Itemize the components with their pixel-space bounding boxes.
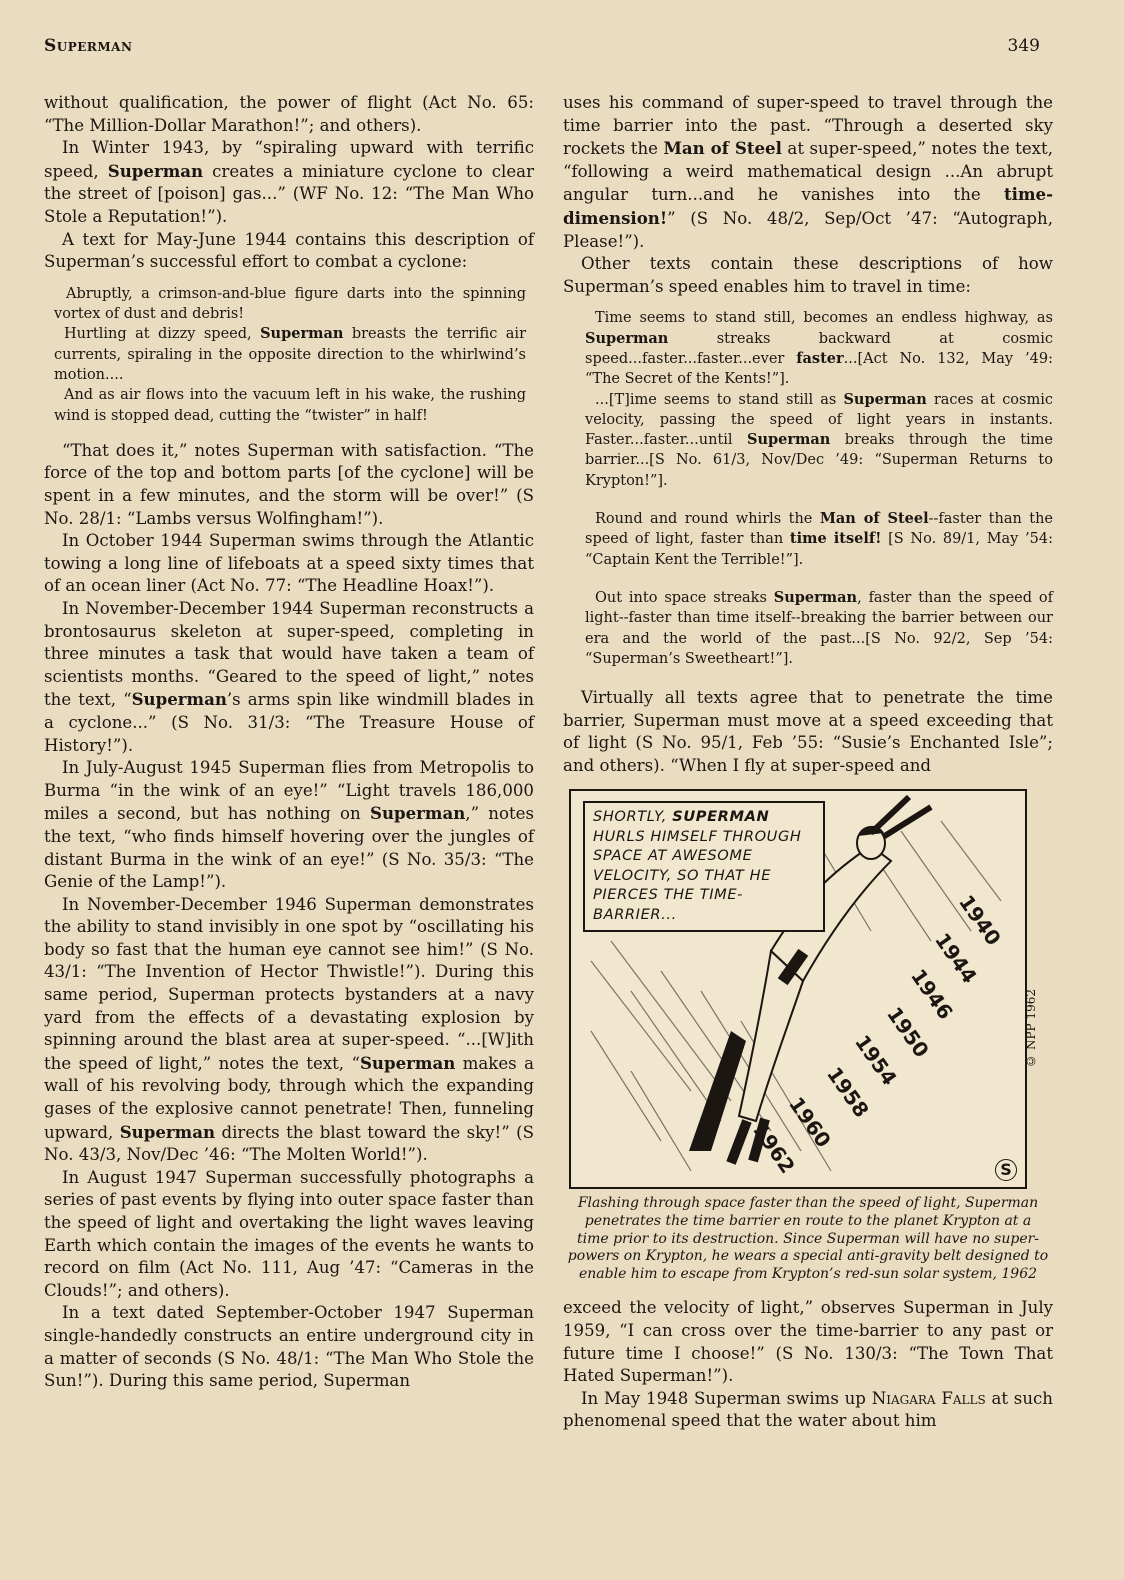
page-header	[44, 36, 1040, 60]
year-label: 1944	[930, 928, 982, 989]
comic-caption-box: SHORTLY, SUPERMAN HURLS HIMSELF THROUGH SPACE AT AWESOME VELOCITY, SO THAT HE PIERCES THE TIME-BARRIER...	[583, 801, 825, 932]
paragraph: Virtually all texts agree that to penetrate the time barrier, Superman must move at a speed exceeding that of light (S No. 95/1, Feb ’55: “Susie’s Enchanted Isle”; and others). “When I fly at super-speed and	[563, 688, 1053, 775]
paragraph: In a text dated September-October 1947 Superman single-handedly constructs an entire underground city in a matter of seconds (S No. 48/1: “The Man Who Stole the Sun!”). During this same period, Superman	[44, 1303, 534, 1391]
paragraph: A text for May-June 1944 contains this description of Superman’s successful effort to combat a cyclone:	[44, 229, 534, 272]
left-column	[44, 92, 534, 1393]
paragraph: In November-December 1944 Superman reconstructs a brontosaurus skeleton at super-speed, completing in three minutes a task that would have taken a team of scientists months. “Geared to the speed of light,” notes the text, “Superman’s arms spin like windmill blades in a cyclone...” (S No. 31/3: “The Treasure House of History!”).	[44, 598, 535, 755]
paragraph: In November-December 1946 Superman demonstrates the ability to stand invisibly in one spot by “oscillating his body so fast that the human eye cannot see him!” (S No. 43/1: “The Invention of Hector Thwistle!”). During this same period, Superman protects bystanders at a navy yard from the effects of a devastating explosion by spinning around the blast area at super-speed. “...[W]ith the speed of light,” notes the text, “Superman makes a wall of his revolving body, through which the expanding gases of the explosive cannot penetrate! Then, funneling upward, Superman directs the blast toward the sky!” (S No. 43/3, Nov/Dec ’46: “The Molten World!”).	[44, 894, 535, 1165]
copyright-notice: © NPP 1962	[1024, 989, 1039, 1069]
paragraph: Other texts contain these descriptions of how Superman’s speed enables him to travel in time:	[563, 254, 1053, 296]
block-quote: Abruptly, a crimson-and-blue figure darts into the spinning vortex of dust and debris! Hurtling at dizzy speed, Superman breasts the terrific air currents, spiraling in the opposite direction to the whirlwind’s motion.... And as air flows into the vacuum left in his wake, the rushing wind is stopped dead, cutting the “twister” in half!	[54, 285, 526, 424]
year-label: 1954	[850, 1030, 902, 1091]
paragraph: In May 1948 Superman swims up Niagara Falls at such phenomenal speed that the water about him	[563, 1388, 1053, 1431]
right-column	[563, 92, 1053, 1433]
comic-panel	[569, 789, 1027, 1189]
year-label: 1940	[954, 890, 1006, 951]
paragraph: In August 1947 Superman successfully photographs a series of past events by flying into outer space faster than the speed of light and overtaking the light waves leaving Earth which contain the images of the events he wants to record on film (Act No. 111, Aug ’47: “Cameras in the Clouds!”; and others).	[44, 1167, 534, 1300]
year-label: 1958	[822, 1062, 874, 1123]
page-number: 349	[1007, 36, 1040, 56]
paragraph: In July-August 1945 Superman flies from Metropolis to Burma “in the wink of an eye!” “Light travels 186,000 miles a second, but has nothing on Superman,” notes the text, “who finds himself hovering over the jungles of distant Burma in the wink of an eye!” (S No. 35/3: “The Genie of the Lamp!”).	[44, 758, 534, 892]
block-quote: Out into space streaks Superman, faster than the speed of light--faster than time itself--breaking the barrier between our era and the world of the past...[S No. 92/2, Sep ’54: “Superman’s Sweetheart!”].	[585, 588, 1053, 667]
paragraph: exceed the velocity of light,” observes Superman in July 1959, “I can cross over the time-barrier to any past or future time I choose!” (S No. 130/3: “The Town That Hated Superman!”).	[563, 1298, 1053, 1386]
paragraph: In October 1944 Superman swims through the Atlantic towing a long line of lifeboats at a speed sixty times that of an ocean liner (Act No. 77: “The Headline Hoax!”).	[44, 531, 534, 596]
paragraph: In Winter 1943, by “spiraling upward with terrific speed, Superman creates a miniature cyclone to clear the street of [poison] gas...” (WF No. 12: “The Man Who Stole a Reputation!”).	[44, 138, 534, 226]
year-label: 1960	[784, 1092, 836, 1153]
block-quote: Round and round whirls the Man of Steel--faster than the speed of light, faster than time itself! [S No. 89/1, May ’54: “Captain Kent the Terrible!”].	[585, 510, 1053, 568]
block-quote: Time seems to stand still, becomes an endless highway, as Superman streaks backward at cosmic speed...faster...faster...ever faster...[Act No. 132, May ’49: “The Secret of the Kents!”]. ...[T]ime seems to stand still as Superman races at cosmic velocity, passing the speed of light years in instants. Faster...faster...until Superman breaks through the time barrier...[S No. 61/3, Nov/Dec ’49: “Superman Returns to Krypton!”].	[585, 310, 1054, 489]
figure-caption: Flashing through space faster than the speed of light, Superman penetrates the time barrier en route to the planet Krypton at a time prior to its destruction. Since Superman will have no super-powers on Krypton, he wears a special anti-gravity belt designed to enable him to escape from Krypton’s red-sun solar system, 1962	[567, 1195, 1049, 1282]
year-label: 1962	[748, 1118, 800, 1179]
paragraph: “That does it,” notes Superman with satisfaction. “The force of the top and bottom parts [of the cyclone] will be spent in a few minutes, and the storm will be over!” (S No. 28/1: “Lambs versus Wolfingham!”).	[44, 440, 534, 528]
comic-panel-figure	[569, 789, 1043, 1189]
paragraph: uses his command of super-speed to travel through the time barrier into the past. “Through a deserted sky rockets the Man of Steel at super-speed,” notes the text, “following a weird mathematical design ...An abrupt angular turn...and he vanishes into the time-dimension!” (S No. 48/2, Sep/Oct ’47: “Autograph, Please!”).	[563, 93, 1053, 251]
year-label: 1946	[906, 964, 958, 1025]
running-head: Superman	[44, 36, 133, 56]
year-label: 1950	[882, 1002, 934, 1063]
paragraph: without qualification, the power of flight (Act No. 65: “The Million-Dollar Marathon!”; and others).	[44, 93, 534, 135]
artist-signature: S	[995, 1159, 1017, 1181]
